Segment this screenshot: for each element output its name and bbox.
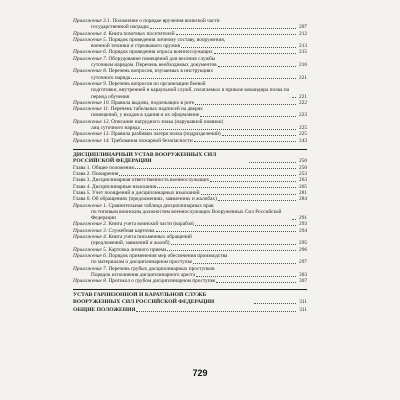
- page-ref: 213: [299, 43, 307, 50]
- entry-title: Правила выдачи, подлежащих в роте: [111, 99, 195, 106]
- entry-title: Книга учета письменных обращений: [108, 234, 192, 241]
- entry-title: Порядок проведения личному составу, вооружения,: [108, 36, 226, 43]
- entry-continuation: по типовым воинским должностям военнослужащих Вооруженных Сил Российской Федерации: [91, 208, 282, 222]
- page-ref: 263: [299, 177, 307, 184]
- entry-title: ОБЩИЕ ПОЛОЖЕНИЯ: [73, 307, 136, 314]
- appendix-label: Приложение 3.: [73, 227, 108, 234]
- page-ref: 311: [299, 298, 307, 305]
- entry-continuation: суточным нарядом. Перечень необходимых документов: [91, 62, 217, 69]
- entry-title: Сравнительная таблица дисциплинарных прав: [108, 202, 214, 209]
- toc-entry: [73, 278, 307, 284]
- toc-entry: [73, 138, 307, 144]
- appendix-label: Приложение 14.: [73, 137, 110, 144]
- section-title: УСТАВ ГАРНИЗОННОЙ И КАРАУЛЬНОЙ СЛУЖБ ВООРУЖЕННЫХ СИЛ РОССИЙСКОЙ ФЕДЕРАЦИИ: [73, 292, 215, 305]
- appendix-label: Приложение 9.: [73, 80, 108, 87]
- appendix-label: Приложение 13.: [73, 131, 110, 138]
- appendix-label: Приложение 6.: [73, 49, 108, 56]
- page-ref: 265: [299, 183, 307, 190]
- entry-continuation: Порядок исполнения дисциплинарного ареста: [91, 271, 196, 278]
- entry-title: Глава 2. Поощрения: [73, 171, 119, 178]
- page-ref: 225: [299, 125, 307, 132]
- entry-title: Описание нагрудного знака (нарукавной повязки): [111, 118, 224, 125]
- appendix-label: Приложение 7.: [73, 55, 108, 62]
- entry-title: Книга учета воинской части (корабля): [108, 221, 195, 228]
- dot-leader: [141, 129, 296, 130]
- toc-entry: [73, 37, 307, 50]
- dot-leader: [210, 181, 296, 182]
- page-ref: 303: [299, 271, 307, 278]
- page-ref: 293: [299, 221, 307, 228]
- page-ref: 215: [299, 49, 307, 56]
- page-ref: 221: [299, 93, 307, 100]
- entry-title: Книга почетных посетителей: [108, 30, 175, 37]
- page-ref: 222: [299, 99, 307, 106]
- page-ref: 223: [299, 112, 307, 119]
- page-ref: 212: [299, 30, 307, 37]
- dot-leader: [196, 276, 296, 277]
- page-ref: 281: [299, 189, 307, 196]
- page-ref: 311: [299, 307, 307, 314]
- entry-title: Порядок проведения опроса военнослужащих: [108, 49, 213, 56]
- dot-leader: [157, 187, 296, 188]
- section-heading-garrison: [73, 292, 307, 305]
- dot-leader: [135, 168, 296, 169]
- page-ref: 253: [299, 171, 307, 178]
- entry-title: Глава 5. Учет поощрений и дисциплинарных взысканий: [73, 189, 200, 196]
- dot-leader: [181, 47, 296, 48]
- appendix-label: Приложение 10.: [73, 99, 110, 106]
- dot-leader: [292, 219, 296, 220]
- page-ref: 243: [299, 137, 307, 144]
- page-ref: 250: [299, 164, 307, 171]
- toc-entry: [73, 266, 307, 279]
- dot-leader: [193, 263, 296, 264]
- entry-title: Служебная карточка: [108, 227, 155, 234]
- entry-title: Глава 6. Об обращениях (предложениях, заявлениях и жалобах): [73, 196, 217, 203]
- section-title: ДИСЦИПЛИНАРНЫЙ УСТАВ ВООРУЖЕННЫХ СИЛ РОССИЙСКОЙ ФЕДЕРАЦИИ: [73, 151, 217, 165]
- dot-leader: [249, 162, 296, 163]
- page-ref: 307: [299, 278, 307, 285]
- page-ref: 284: [299, 196, 307, 203]
- page-number: 729: [192, 368, 208, 378]
- dot-leader: [136, 311, 296, 312]
- entry-title: Порядок применения мер обеспечения производства: [108, 252, 228, 259]
- toc-entry: [73, 234, 307, 247]
- page-ref: 221: [299, 74, 307, 81]
- entry-continuation: помещений, у входов в здания и их оформление: [91, 112, 200, 119]
- appendix-label: Приложение 5.: [73, 246, 108, 253]
- entry-title: Правила разбивки лагеря полка (подразделений): [111, 131, 221, 138]
- appendix-label: Приложение 3.1.: [73, 18, 112, 24]
- appendix-label: Приложение 4.: [73, 234, 108, 241]
- entry-title: Глава 4. Дисциплинарные взыскания: [73, 183, 157, 190]
- dot-leader: [171, 244, 296, 245]
- entry-continuation: по материалам о дисциплинарном проступке: [91, 259, 193, 266]
- dot-leader: [201, 194, 296, 195]
- page-ref: 250: [299, 158, 307, 165]
- dot-leader: [216, 282, 296, 283]
- entry-continuation: государственной награды: [91, 24, 149, 31]
- appendix-label: Приложение 11.: [73, 106, 110, 113]
- entry-title: Глава 1. Общие положения: [73, 164, 134, 171]
- entry-title: Карточка личного приема: [108, 246, 167, 253]
- toc-block-disciplinary: [73, 165, 307, 285]
- appendix-label: Приложение 12.: [73, 118, 110, 125]
- dot-leader: [292, 97, 296, 98]
- page-ref: 296: [299, 246, 307, 253]
- page-ref: 291: [299, 215, 307, 222]
- toc-entry: [73, 18, 307, 31]
- dot-leader: [156, 231, 296, 232]
- entry-title: Перечень грубых дисциплинарных проступков: [108, 265, 215, 272]
- dot-leader: [254, 303, 296, 304]
- entry-title: Положение о порядке вручения воинской части: [112, 18, 220, 24]
- toc-entry: [73, 253, 307, 266]
- page-ref: 295: [299, 240, 307, 247]
- section-divider: [73, 289, 307, 290]
- appendix-label: Приложение 5.: [73, 36, 108, 43]
- appendix-label: Приложение 6.: [73, 252, 108, 259]
- entry-continuation: (предложений, заявлений и жалоб): [91, 240, 170, 247]
- entry-continuation: лиц суточного наряда: [91, 125, 140, 132]
- dot-leader: [200, 116, 296, 117]
- dot-leader: [119, 175, 296, 176]
- dot-leader: [222, 135, 296, 136]
- entry-continuation: подготовки, внутренней и караульной служб, излагаемых в приказе командира полка на период обучения: [91, 87, 290, 100]
- page-ref: 294: [299, 227, 307, 234]
- page-ref: 297: [299, 259, 307, 266]
- dot-leader: [131, 78, 296, 79]
- appendix-label: Приложение 2.: [73, 221, 108, 228]
- toc-entry: [73, 68, 307, 81]
- dot-leader: [167, 250, 296, 251]
- dot-leader: [194, 141, 296, 142]
- page-ref: 225: [299, 131, 307, 138]
- entry-title: Перечень вопросов по организации боевой: [108, 80, 206, 87]
- appendix-label: Приложение 8.: [73, 278, 108, 285]
- entry-title: Протокол о грубом дисциплинарном проступке: [108, 278, 216, 285]
- toc-entry: [73, 81, 307, 100]
- toc-page: [73, 0, 307, 314]
- toc-entry: [73, 56, 307, 69]
- toc-entry: [73, 203, 307, 222]
- toc-block-regulations: [73, 18, 307, 144]
- dot-leader: [218, 66, 296, 67]
- entry-title: Перечень табельных надписей на дверях: [110, 106, 203, 113]
- appendix-label: Приложение 8.: [73, 68, 108, 75]
- dot-leader: [214, 53, 296, 54]
- entry-title: Перечень вопросов, изучаемых в инструкциях: [108, 68, 214, 75]
- dot-leader: [150, 28, 296, 29]
- toc-entry-general: [73, 307, 307, 313]
- page-ref: 207: [299, 24, 307, 31]
- appendix-label: Приложение 7.: [73, 265, 108, 272]
- toc-entry: [73, 106, 307, 119]
- page-ref: 216: [299, 62, 307, 69]
- entry-title: Глава 3. Дисциплинарная ответственность военнослужащих: [73, 177, 210, 184]
- entry-continuation: суточного наряда: [91, 74, 131, 81]
- entry-continuation: военной техники и стрелкового оружия: [91, 43, 180, 50]
- dot-leader: [176, 34, 296, 35]
- appendix-label: Приложение 4.: [73, 30, 108, 37]
- dot-leader: [218, 200, 296, 201]
- entry-title: Требования пожарной безопасности: [111, 137, 193, 144]
- dot-leader: [195, 225, 296, 226]
- section-divider: [73, 149, 307, 150]
- toc-entry: [73, 119, 307, 132]
- dot-leader: [195, 104, 296, 105]
- appendix-label: Приложение 1.: [73, 202, 108, 209]
- entry-title: Оборудование помещений для несения службы: [108, 55, 216, 62]
- section-heading-disciplinary: [73, 152, 307, 165]
